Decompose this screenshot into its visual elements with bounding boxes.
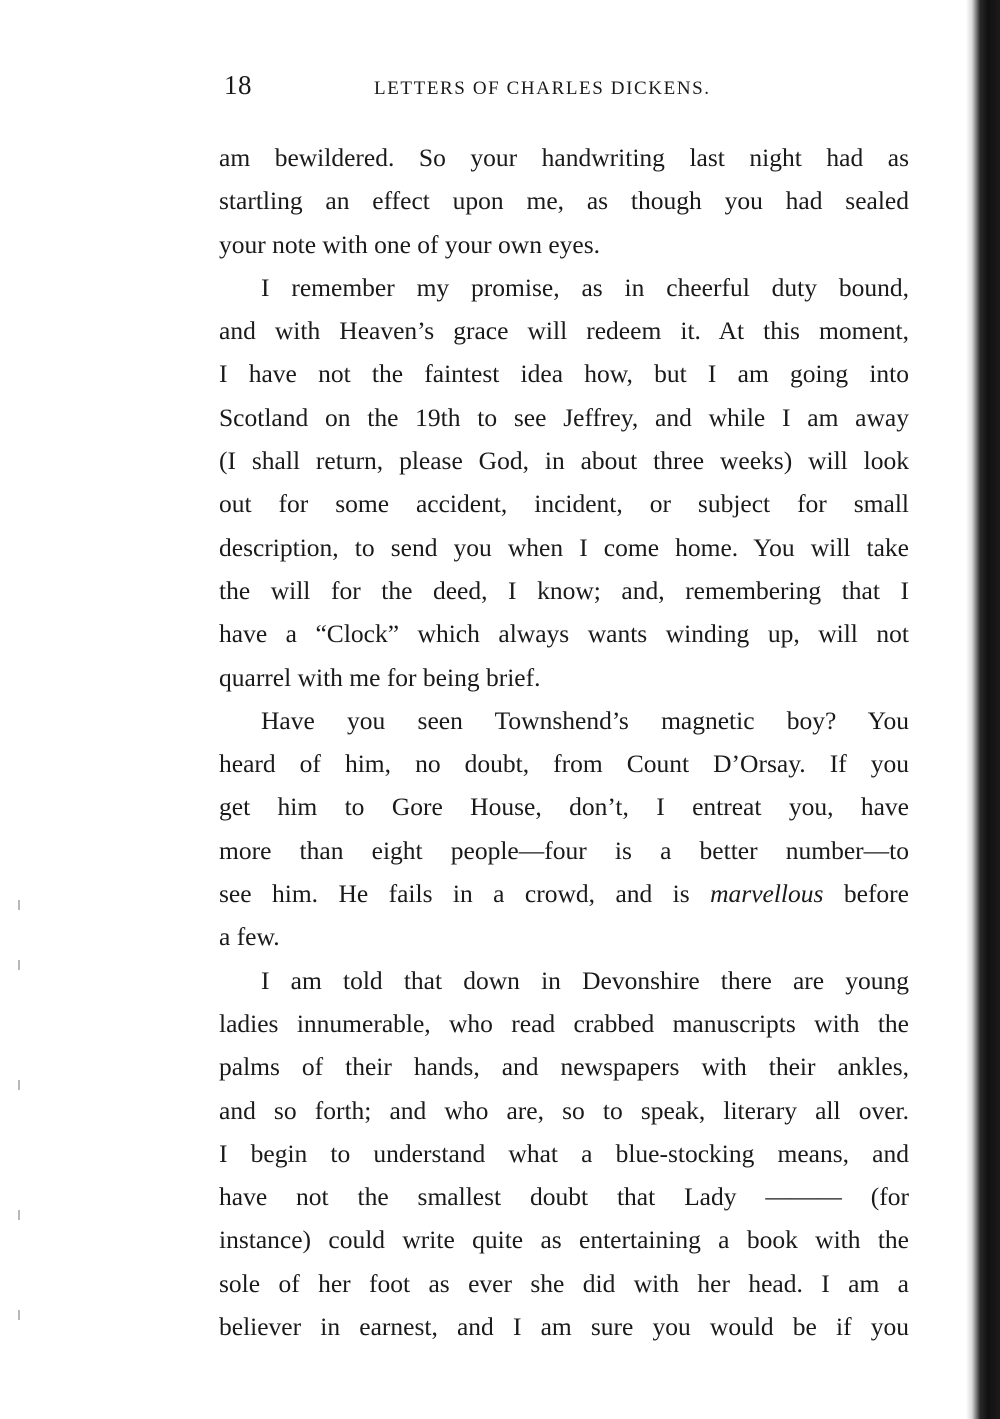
scan-speck <box>18 1310 20 1320</box>
text-line: sole of her foot as ever she did with her head. I am a <box>219 1268 909 1298</box>
text-line: quarrel with me for being brief. <box>219 662 541 692</box>
scan-speck <box>18 1080 20 1090</box>
paragraph-3 <box>219 699 909 959</box>
text-line: more than eight people—four is a better number—to <box>219 835 909 865</box>
text-line: have a “Clock” which always wants winding up, will not <box>219 619 909 649</box>
text-line: I am told that down in Devonshire there are young <box>261 965 909 995</box>
paragraph-4 <box>219 959 909 1349</box>
text-line: out for some accident, incident, or subject for small <box>219 489 909 519</box>
text-line: your note with one of your own eyes. <box>219 229 601 259</box>
letter-body <box>219 136 909 1348</box>
text-line: the will for the deed, I know; and, remembering that I <box>219 575 909 605</box>
text-line: and with Heaven’s grace will redeem it. At this moment, <box>219 316 909 346</box>
text-line: description, to send you when I come home. You will take <box>219 532 909 562</box>
scan-specks <box>18 880 22 1340</box>
text-line: instance) could write quite as entertaining a book with the <box>219 1225 909 1255</box>
text-line: a few. <box>219 922 280 952</box>
text-line: get him to Gore House, don’t, I entreat you, have <box>219 792 909 822</box>
text-line: startling an effect upon me, as though you had sealed <box>219 186 909 216</box>
text-line: I have not the faintest idea how, but I am going into <box>219 359 909 389</box>
italic-word: marvellous <box>710 879 824 909</box>
text-line: palms of their hands, and newspapers with their ankles, <box>219 1052 909 1082</box>
text-line: have not the smallest doubt that Lady ——— (for <box>219 1182 909 1212</box>
text-line: I remember my promise, as in cheerful duty bound, <box>261 272 909 302</box>
text-line: Scotland on the 19th to see Jeffrey, and while I am away <box>219 402 909 432</box>
text-run: see him. He fails in a crowd, and is <box>219 879 711 909</box>
text-line: believer in earnest, and I am sure you would be if you <box>219 1312 909 1342</box>
text-line-with-italic <box>219 872 909 915</box>
running-head: LETTERS OF CHARLES DICKENS. <box>374 78 711 99</box>
scan-speck <box>18 960 20 970</box>
text-line: and so forth; and who are, so to speak, literary all over. <box>219 1095 909 1125</box>
scan-speck <box>18 900 20 910</box>
text-run: before <box>823 879 909 909</box>
scan-binding-edge <box>966 0 1000 1419</box>
text-line: Have you seen Townshend’s magnetic boy? You <box>261 705 909 735</box>
text-line: am bewildered. So your handwriting last night had as <box>219 143 909 172</box>
text-line: ladies innumerable, who read crabbed manuscripts with the <box>219 1008 909 1038</box>
text-line: heard of him, no doubt, from Count D’Orsay. If you <box>219 749 909 779</box>
text-line: I begin to understand what a blue-stocking means, and <box>219 1138 909 1168</box>
paragraph-1 <box>219 136 909 266</box>
page-header <box>222 70 910 110</box>
paragraph-2 <box>219 266 909 699</box>
page-number: 18 <box>224 70 252 100</box>
scan-speck <box>18 1210 20 1220</box>
text-line: (I shall return, please God, in about three weeks) will look <box>219 446 909 476</box>
